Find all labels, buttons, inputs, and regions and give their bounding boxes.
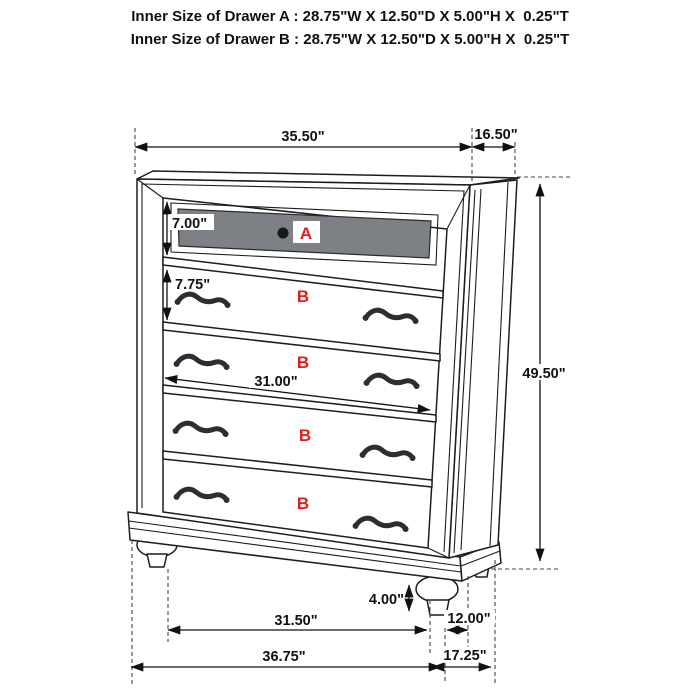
dim-top-width: 35.50" bbox=[281, 129, 325, 145]
drawer-a-label: A bbox=[299, 224, 313, 243]
drawer-b2-label: B bbox=[296, 353, 310, 372]
dim-base-width: 36.75" bbox=[262, 649, 306, 665]
dim-overall-height: 49.50" bbox=[522, 366, 566, 382]
drawer-b4-label: B bbox=[296, 494, 310, 513]
dim-front-feet-span: 31.50" bbox=[274, 613, 318, 629]
dim-foot-height: 4.00" bbox=[368, 592, 404, 608]
dim-base-depth: 17.25" bbox=[443, 648, 487, 664]
drawer-b3-label: B bbox=[298, 426, 312, 445]
drawer-a-knob bbox=[278, 228, 289, 239]
inner-size-drawer-a: Inner Size of Drawer A : 28.75"W X 12.50"D X 5.00"H X 0.25"T bbox=[131, 8, 569, 25]
dim-top-depth: 16.50" bbox=[474, 127, 518, 143]
dim-drawer-b-height: 7.75" bbox=[175, 277, 211, 293]
dim-side-feet-span: 12.00" bbox=[447, 611, 491, 627]
inner-size-drawer-b: Inner Size of Drawer B : 28.75"W X 12.50"D X 5.00"H X 0.25"T bbox=[130, 31, 570, 48]
drawer-b1-label: B bbox=[296, 287, 310, 306]
foot-front-left-base bbox=[147, 554, 167, 567]
dim-drawer-a-height: 7.00" bbox=[172, 216, 208, 232]
dim-drawer-width: 31.00" bbox=[254, 374, 298, 390]
